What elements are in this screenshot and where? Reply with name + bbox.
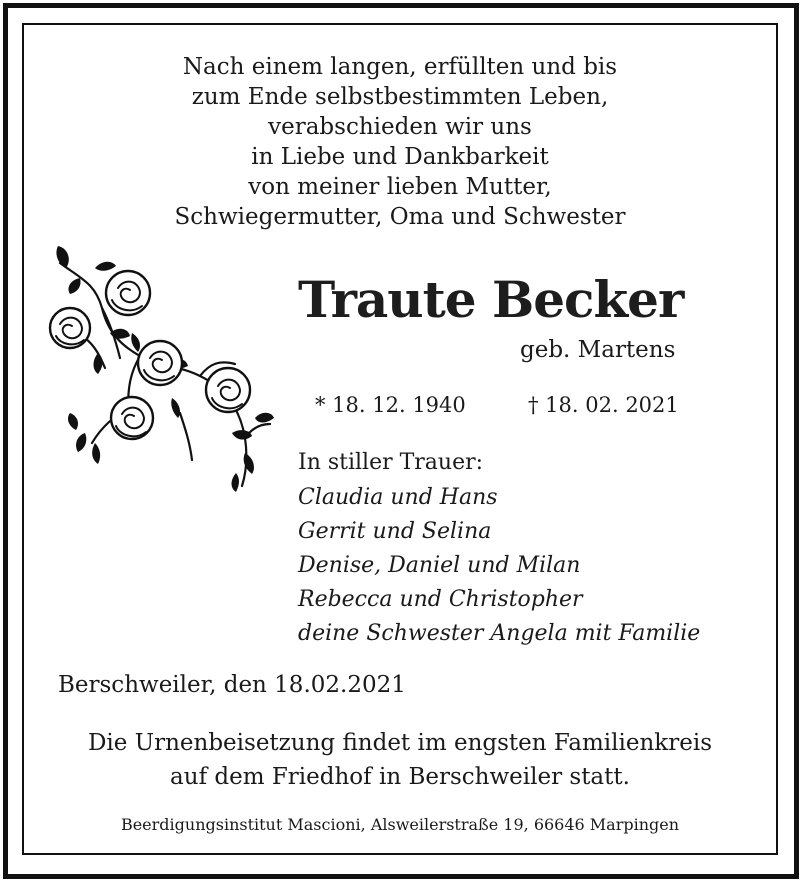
intro-line: verabschieden wir uns (268, 114, 532, 140)
mourners-heading: In stiller Trauer: (298, 450, 484, 475)
intro-text (40, 52, 760, 232)
list-item: Gerrit und Selina (298, 519, 492, 544)
funeral-line: Die Urnenbeisetzung findet im engsten Familienkreis (87, 730, 713, 756)
maiden-name: geb. Martens (520, 337, 676, 363)
roses-icon (40, 238, 280, 493)
list-item: Claudia und Hans (298, 485, 498, 510)
birth-date: * 18. 12. 1940 (315, 393, 466, 417)
list-item: deine Schwester Angela mit Familie (298, 621, 701, 646)
intro-line: von meiner lieben Mutter, (248, 174, 552, 200)
intro-line: in Liebe und Dankbarkeit (251, 144, 549, 170)
funeral-line: auf dem Friedhof in Berschweiler statt. (170, 764, 630, 790)
intro-line: Schwiegermutter, Oma und Schwester (174, 204, 626, 230)
death-date: † 18. 02. 2021 (528, 393, 679, 417)
undertaker-info: Beerdigungsinstitut Mascioni, Alsweilerstraße 19, 66646 Marpingen (120, 815, 680, 834)
intro-line: Nach einem langen, erfüllten und bis (182, 54, 618, 80)
list-item: Denise, Daniel und Milan (298, 553, 581, 578)
place-date: Berschweiler, den 18.02.2021 (58, 672, 406, 698)
mourners-list (298, 481, 700, 651)
deceased-name: Traute Becker (298, 270, 684, 329)
list-item: Rebecca und Christopher (298, 587, 583, 612)
funeral-notice (40, 726, 760, 794)
intro-line: zum Ende selbstbestimmten Leben, (191, 84, 609, 110)
